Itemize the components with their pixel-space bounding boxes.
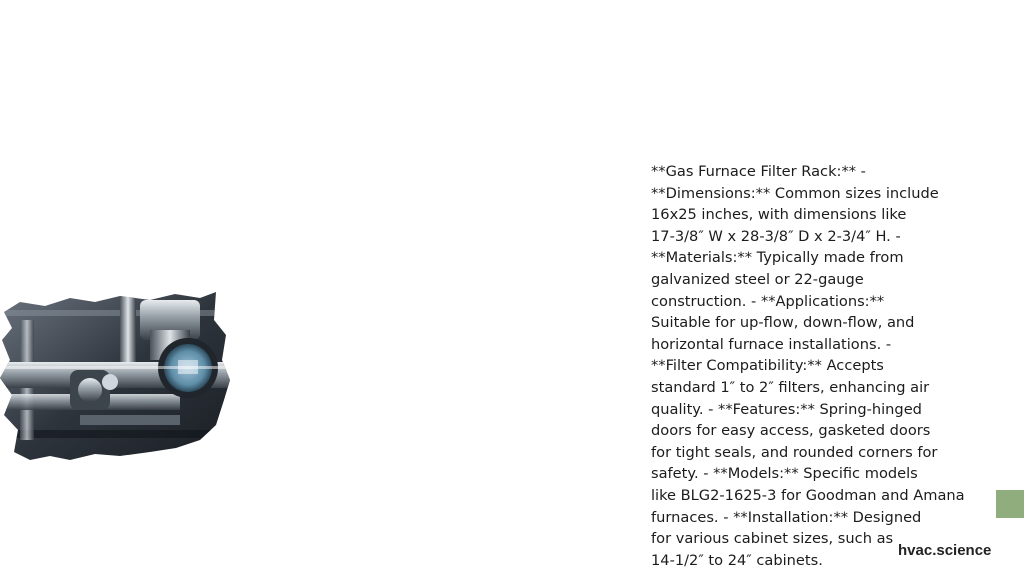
description-line: Suitable for up-flow, down-flow, and (651, 314, 915, 332)
product-description (651, 161, 996, 571)
description-line: horizontal furnace installations. - (651, 335, 892, 353)
description-line: safety. - **Models:** Specific models (651, 465, 918, 483)
description-line: 16x25 inches, with dimensions like (651, 206, 907, 224)
description-line: **Filter Compatibility:** Accepts (651, 357, 884, 375)
industrial-pipe-valve-image (0, 290, 232, 462)
accent-block (996, 490, 1024, 518)
description-line: quality. - **Features:** Spring-hinged (651, 400, 922, 418)
description-line: doors for easy access, gasketed doors (651, 422, 931, 440)
description-line: **Dimensions:** Common sizes include (651, 184, 939, 202)
description-line: furnaces. - **Installation:** Designed (651, 508, 922, 526)
description-line: for various cabinet sizes, such as (651, 530, 894, 548)
description-line: **Gas Furnace Filter Rack:** - (651, 163, 866, 180)
description-line: 17-3/8″ W x 28-3/8″ D x 2-3/4″ H. - (651, 227, 901, 245)
description-line: galvanized steel or 22-gauge (651, 270, 864, 288)
description-line: 14-1/2″ to 24″ cabinets. (651, 551, 823, 569)
description-line: construction. - **Applications:** (651, 292, 885, 310)
description-line: standard 1″ to 2″ filters, enhancing air (651, 378, 930, 396)
description-line: **Materials:** Typically made from (651, 249, 904, 267)
description-line: for tight seals, and rounded corners for (651, 443, 938, 461)
description-line: like BLG2-1625-3 for Goodman and Amana (651, 486, 965, 504)
brand-watermark: hvac.science (898, 542, 992, 559)
